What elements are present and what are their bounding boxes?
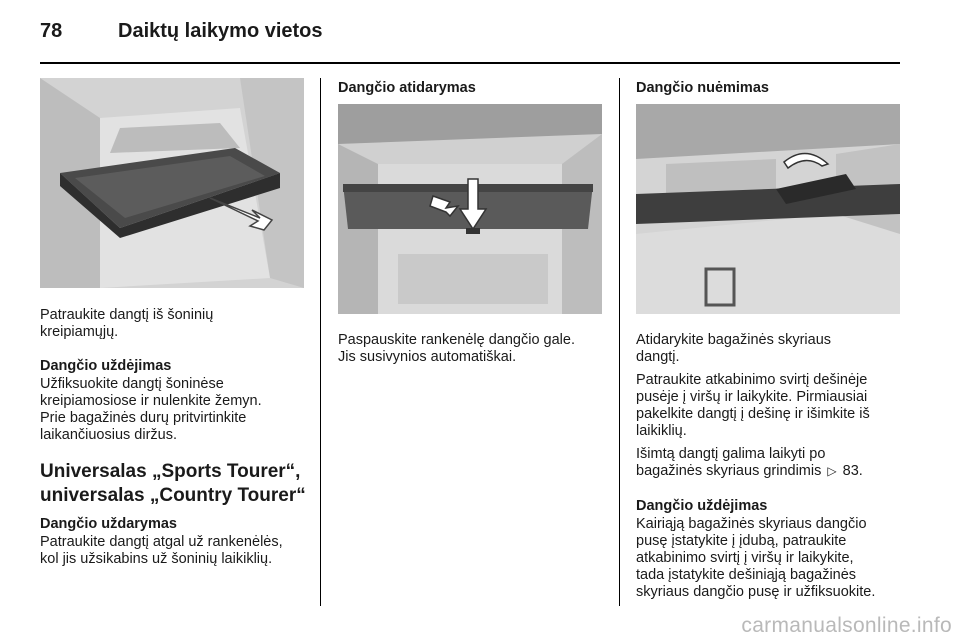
text-line: Kairiąją bagažinės skyriaus dangčio <box>636 516 867 532</box>
text-line: Patraukite atkabinimo svirtį dešinėje <box>636 372 868 388</box>
text-line: bagažinės skyriaus grindimis <box>636 463 822 479</box>
text-line: Prie bagažinės durų pritvirtinkite <box>40 410 247 426</box>
text-line: pakelkite dangtį į dešinę ir išimkite iš <box>636 406 870 422</box>
text-line: tada įstatykite dešiniąją bagažinės <box>636 567 857 583</box>
figure-cover-removal <box>40 78 304 288</box>
subheading-install-left: Dangčio uždėjimas <box>40 358 172 374</box>
column-divider-1 <box>320 78 321 606</box>
text-line: pusę įstatykite į įdubą, patraukite <box>636 533 847 549</box>
text-line: Atidarykite bagažinės skyriaus <box>636 332 832 348</box>
text-line: kol jis užsikabins už šoninių laikiklių. <box>40 551 273 567</box>
figure-cover-detach <box>636 104 900 314</box>
subheading-install-right: Dangčio uždėjimas <box>636 498 768 514</box>
section-heading <box>40 460 306 508</box>
text-line: pusėje į viršų ir laikykite. Pirmiausiai <box>636 389 868 405</box>
text-line: laikančiuosius diržus. <box>40 427 178 443</box>
page-title: Daiktų laikymo vietos <box>118 20 323 42</box>
text-line: Išimtą dangtį galima laikyti po <box>636 446 826 462</box>
page-reference-arrow-icon: ▷ <box>827 464 837 478</box>
subheading-close: Dangčio uždarymas <box>40 516 177 532</box>
page-header <box>40 18 920 58</box>
install-paragraph-right <box>636 516 906 601</box>
open-paragraph <box>338 332 608 366</box>
text-line: Patraukite dangtį atgal už rankenėlės, <box>40 534 283 550</box>
fig1-caption <box>40 307 306 341</box>
text-line: laikiklių. <box>636 423 687 439</box>
remove-paragraph-3 <box>636 446 904 480</box>
remove-paragraph-1 <box>636 332 904 366</box>
watermark: carmanualsonline.info <box>741 614 952 637</box>
text-line: Jis susivynios automatiškai. <box>338 349 517 365</box>
remove-paragraph-2 <box>636 372 906 440</box>
subheading-remove: Dangčio nuėmimas <box>636 80 769 96</box>
page-reference-link[interactable]: 83. <box>842 463 863 479</box>
subheading-open: Dangčio atidarymas <box>338 80 476 96</box>
header-divider <box>40 62 900 64</box>
text-line-with-ref <box>636 463 904 480</box>
text-line: skyriaus dangčio pusę ir užfiksuokite. <box>636 584 876 600</box>
page-number: 78 <box>40 20 63 42</box>
column-divider-2 <box>619 78 620 606</box>
section-heading-line: Universalas „Sports Tourer“, <box>40 461 301 482</box>
text-line: Užfiksuokite dangtį šoninėse <box>40 376 224 392</box>
install-paragraph-left <box>40 376 306 444</box>
text-line: Paspauskite rankenėlę dangčio gale. <box>338 332 575 348</box>
text-line: kreipiamosiose ir nulenkite žemyn. <box>40 393 262 409</box>
text-line: dangtį. <box>636 349 680 365</box>
figure-cover-open <box>338 104 602 314</box>
text-line: Patraukite dangtį iš šoninių <box>40 307 214 323</box>
close-paragraph <box>40 534 312 568</box>
text-line: kreipiamųjų. <box>40 324 119 340</box>
section-heading-line: universalas „Country Tourer“ <box>40 485 306 506</box>
text-line: atkabinimo svirtį į viršų ir laikykite, <box>636 550 854 566</box>
